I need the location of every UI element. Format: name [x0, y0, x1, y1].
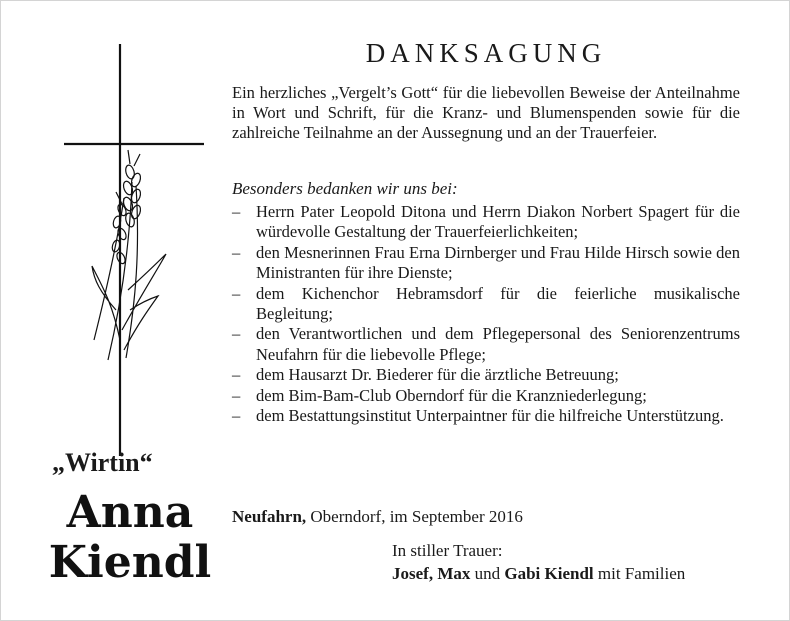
mourning-label: In stiller Trauer: [392, 541, 503, 560]
list-item [232, 365, 740, 385]
dash-marker: – [232, 202, 241, 221]
list-item [232, 284, 740, 325]
list-item [232, 324, 740, 365]
dash-marker: – [232, 283, 241, 303]
wheat-ear-icon [92, 150, 166, 360]
list-item [232, 386, 740, 406]
list-item [232, 406, 740, 426]
notice-title: DANKSAGUNG [365, 38, 607, 68]
list-item-text: dem Bestattungsinstitut Unterpaintner für die hilfreiche Unterstützung. [256, 406, 724, 426]
signature-and: und [470, 564, 505, 583]
signature-rest: mit Familien [593, 564, 686, 583]
list-item-text: dem Bim-Bam-Club Oberndorf für die Kranzniederlegung; [256, 385, 647, 405]
place-date-line [232, 507, 740, 527]
list-item [232, 243, 740, 284]
thanks-heading: Besonders bedanken wir uns bei: [232, 179, 458, 198]
dash-marker: – [232, 242, 241, 262]
dash-marker: – [232, 365, 241, 385]
place-name: Neufahrn, [232, 507, 307, 526]
dash-marker: – [232, 324, 241, 344]
dash-marker: – [232, 385, 241, 405]
list-item-text: Herrn Pater Leopold Ditona und Herrn Diakon Norbert Spagert für die würdevolle Gestaltung der Trauerfeierlichkeiten; [256, 202, 740, 242]
cross-icon [60, 40, 220, 460]
signature-names-2: Gabi Kiendl [504, 564, 594, 583]
deceased-last-name: Kiendl [48, 537, 212, 588]
list-item-text: den Verantwortlichen und dem Pflegepersonal des Seniorenzentrums Neufahrn für die liebevolle Pflege; [256, 324, 740, 364]
intro-paragraph: Ein herzliches „Vergelt’s Gott“ für die liebevollen Beweise der Anteilnahme in Wort und Schrift, für die Kranz- und Blumenspenden sowie für die zahlreiche Teilnahme an der Aussegnung und an der Trauerfeier. [232, 83, 740, 142]
list-item-text: dem Kichenchor Hebramsdorf für die feierliche musikalische Begleitung; [256, 283, 740, 324]
dash-marker: – [232, 406, 241, 426]
signature-line [392, 564, 685, 584]
deceased-first-name: Anna [66, 487, 194, 538]
place-date: Oberndorf, im September 2016 [306, 507, 523, 526]
list-item [232, 202, 740, 243]
list-item-text: den Mesnerinnen Frau Erna Dirnberger und Frau Hilde Hirsch sowie den Ministranten für ihre Dienste; [256, 242, 740, 283]
cross-with-wheat [60, 40, 220, 460]
list-item-text: dem Hausarzt Dr. Biederer für die ärztliche Betreuung; [256, 365, 619, 385]
deceased-nickname: „Wirtin“ [52, 448, 153, 477]
signature-names-1: Josef, Max [392, 564, 471, 583]
thanks-list [232, 202, 740, 426]
deceased-name [40, 488, 220, 588]
